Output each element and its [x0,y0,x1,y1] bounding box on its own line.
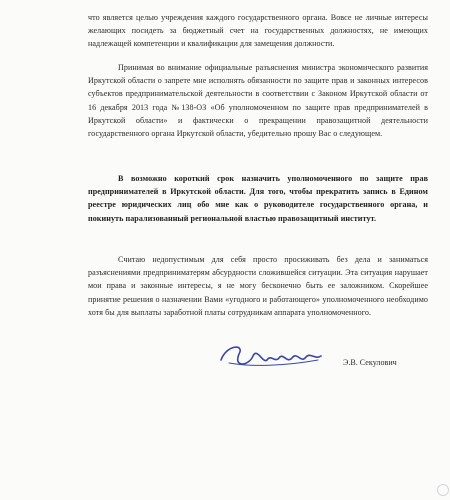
body-paragraph-3 [88,172,428,225]
stamp-dot [437,484,449,496]
body-paragraph-1 [88,11,428,51]
paragraph-text: В возможно короткий срок назначить уполномоченного по защите прав предпринимателей в Иркутской области. Для того, чтобы прекратить запись в Едином реестре юридических лиц обо мне как о руководителе государственного органа, и покинуть парализованный региональной властью правозащитный институт. [88,174,428,223]
paragraph-text: что является целью учреждения каждого государственного органа. Вовсе не личные интересы желающих посидеть за бюджетный счет на государственных должностях, не имеющих надлежащей компетенции и квалификации для замещения должности. [88,13,428,49]
paragraph-text: Принимая во внимание официальные разъяснения министра экономического развития Иркутской области о запрете мне исполнять обязанности по защите прав и законных интересов субъектов предпринимательской деятельности в соответствии с Законом Иркутской области от 16 декабря 2013 года №138-ОЗ «Об уполномоченном по защите прав предпринимателей в Иркутской области» и фактически о прекращении правозащитной деятельности государственного органа Иркутской области, убедительно прошу Вас о следующем. [88,63,428,139]
body-paragraph-2 [88,61,428,140]
signature [215,340,335,374]
signer-name: Э.В. Секулович [343,358,397,367]
paragraph-text: Считаю недопустимым для себя просто просиживать без дела и заниматься разъяснениями предприниматерям абсурдности сложившейся ситуации. Эта ситуация нарушает мои права и законные интересы, я не могу бесконечно быть ее заложником. Скорейшее принятие решения о назначении Вами «угодного и работающего» уполномоченного необходимо хотя бы для выплаты заработной платы сотрудникам аппарата уполномоченного. [88,255,428,317]
body-paragraph-4 [88,253,428,319]
